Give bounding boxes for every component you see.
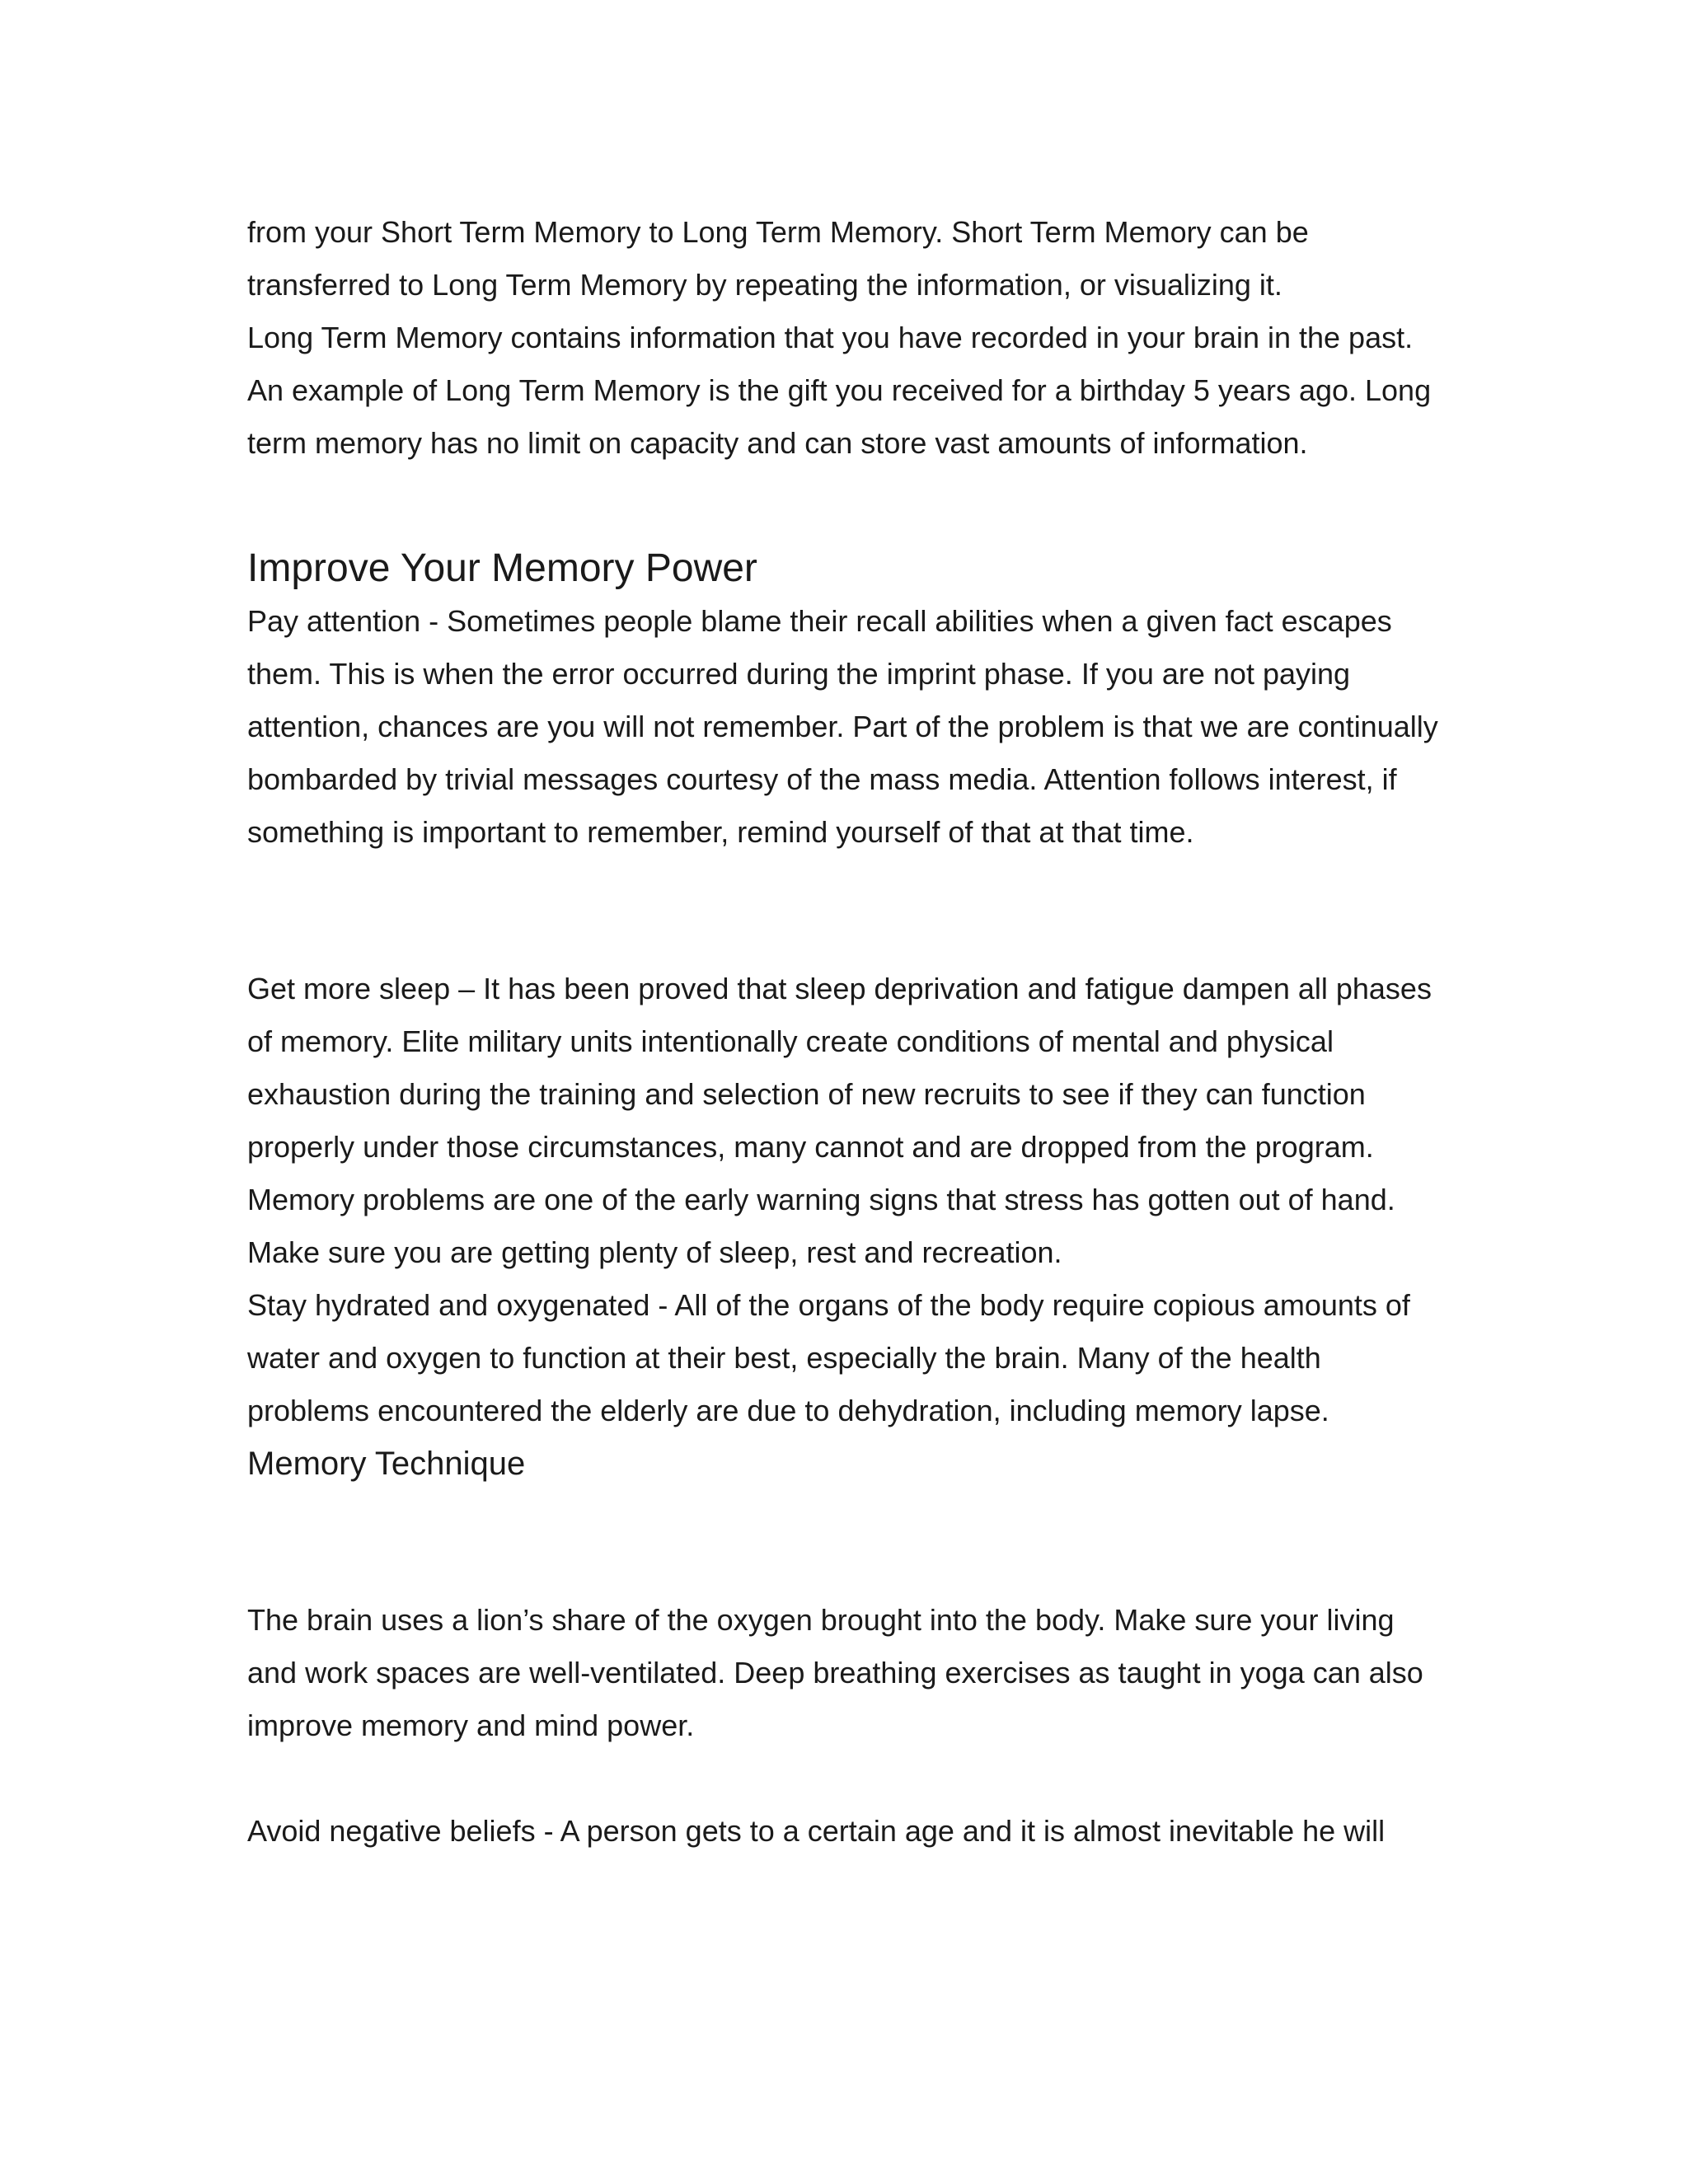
paragraph-stay-hydrated: Stay hydrated and oxygenated - All of the organs of the body require copious amounts of water and oxygen to function at their best, especially the brain. Many of the health problems encountered the elderly are due to dehydration, including memory lapse.: [247, 1288, 1410, 1427]
paragraph-line: from your Short Term Memory to Long Term Memory. Short Term Memory can be: [247, 215, 1309, 249]
paragraph-line: transferred to Long Term Memory by repeating the information, or visualizing it.: [247, 268, 1282, 302]
heading-memory-technique: Memory Technique: [247, 1446, 526, 1482]
spacer: [247, 1490, 1442, 1594]
paragraph-get-more-sleep: Get more sleep – It has been proved that sleep deprivation and fatigue dampen all phases of memory. Elite military units intentionally create conditions of mental and physical exhaustion during the training and selection of new recruits to see if they can function properly under those circumstances, many cannot and are dropped from the program. Memory problems are one of the early warning signs that stress has gotten out of hand. Make sure you are getting plenty of sleep, rest and recreation.: [247, 972, 1432, 1269]
spacer: [247, 859, 1442, 963]
spacer: [247, 1752, 1442, 1805]
spacer: [247, 470, 1442, 542]
paragraph-long-term-memory: Long Term Memory contains information that you have recorded in your brain in the past. An example of Long Term Memory is the gift you received for a birthday 5 years ago. Long term memory has no limit on capacity and can store vast amounts of information.: [247, 321, 1432, 460]
heading-improve-memory: Improve Your Memory Power: [247, 546, 757, 590]
paragraph-avoid-negative-beliefs: Avoid negative beliefs - A person gets to a certain age and it is almost inevitable he will: [247, 1814, 1386, 1848]
paragraph-brain-oxygen: The brain uses a lion’s share of the oxygen brought into the body. Make sure your living and work spaces are well-ventilated. Deep breathing exercises as taught in yoga can also improve memory and mind power.: [247, 1603, 1423, 1742]
paragraph-short-term-transfer: [247, 206, 1442, 312]
document-body: [247, 206, 1442, 1858]
paragraph-pay-attention: Pay attention - Sometimes people blame their recall abilities when a given fact escapes them. This is when the error occurred during the imprint phase. If you are not paying attention, chances are you will not remember. Part of the problem is that we are continually bombarded by trivial messages courtesy of the mass media. Attention follows interest, if something is important to remember, remind yourself of that at that time.: [247, 604, 1438, 849]
